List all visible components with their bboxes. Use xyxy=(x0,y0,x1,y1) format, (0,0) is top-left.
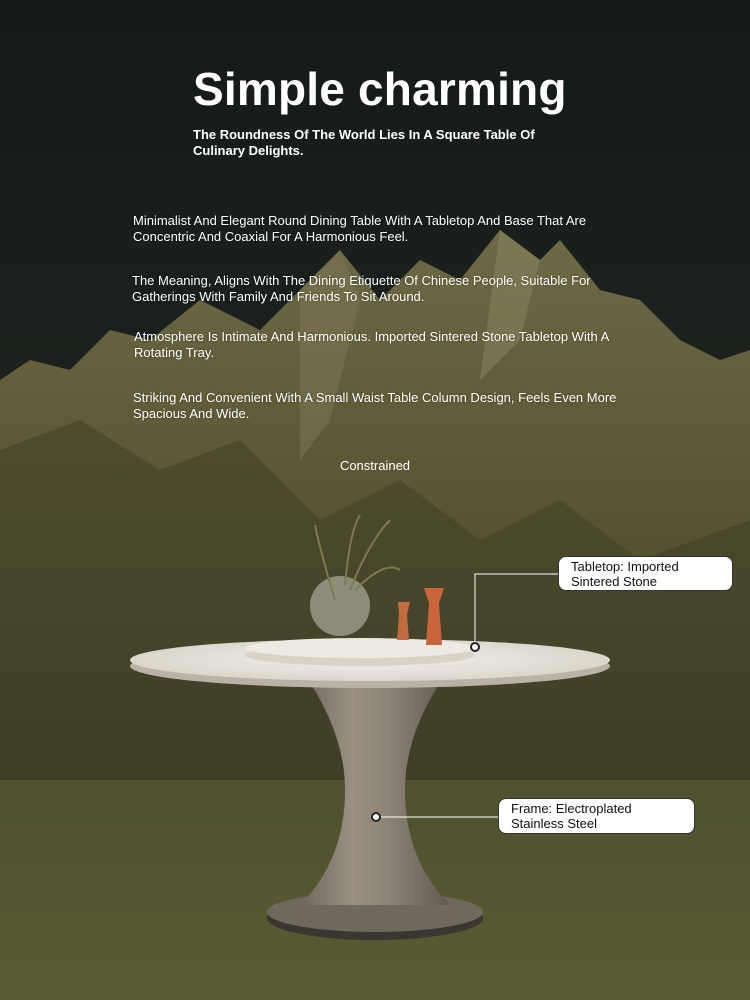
tabletop-callout xyxy=(558,556,733,591)
callout-line: Stainless Steel xyxy=(511,816,597,831)
description-paragraph: Minimalist And Elegant Round Dining Table With A Tabletop And Base That Are Concentric And Coaxial For A Harmonious Feel. xyxy=(133,213,587,244)
page-title: Simple charming xyxy=(193,63,567,115)
callout-line: Tabletop: Imported xyxy=(571,559,679,574)
description-paragraph: Atmosphere Is Intimate And Harmonious. Imported Sintered Stone Tabletop With A Rotating Tray. xyxy=(134,329,609,360)
constrained-label: Constrained xyxy=(339,458,411,473)
callout-line: Frame: Electroplated xyxy=(511,801,632,816)
callout-line: Sintered Stone xyxy=(571,574,658,589)
frame-callout xyxy=(498,798,695,834)
leader-dot-icon xyxy=(372,813,380,821)
page-subtitle: The Roundness Of The World Lies In A Square Table Of Culinary Delights. xyxy=(193,127,535,158)
description-paragraph: Striking And Convenient With A Small Waist Table Column Design, Feels Even More Spacious And Wide. xyxy=(133,390,617,421)
leader-dot-icon xyxy=(471,643,479,651)
description-paragraph: The Meaning, Aligns With The Dining Etiquette Of Chinese People, Suitable For Gatherings With Family And Friends To Sit Around. xyxy=(132,273,591,304)
